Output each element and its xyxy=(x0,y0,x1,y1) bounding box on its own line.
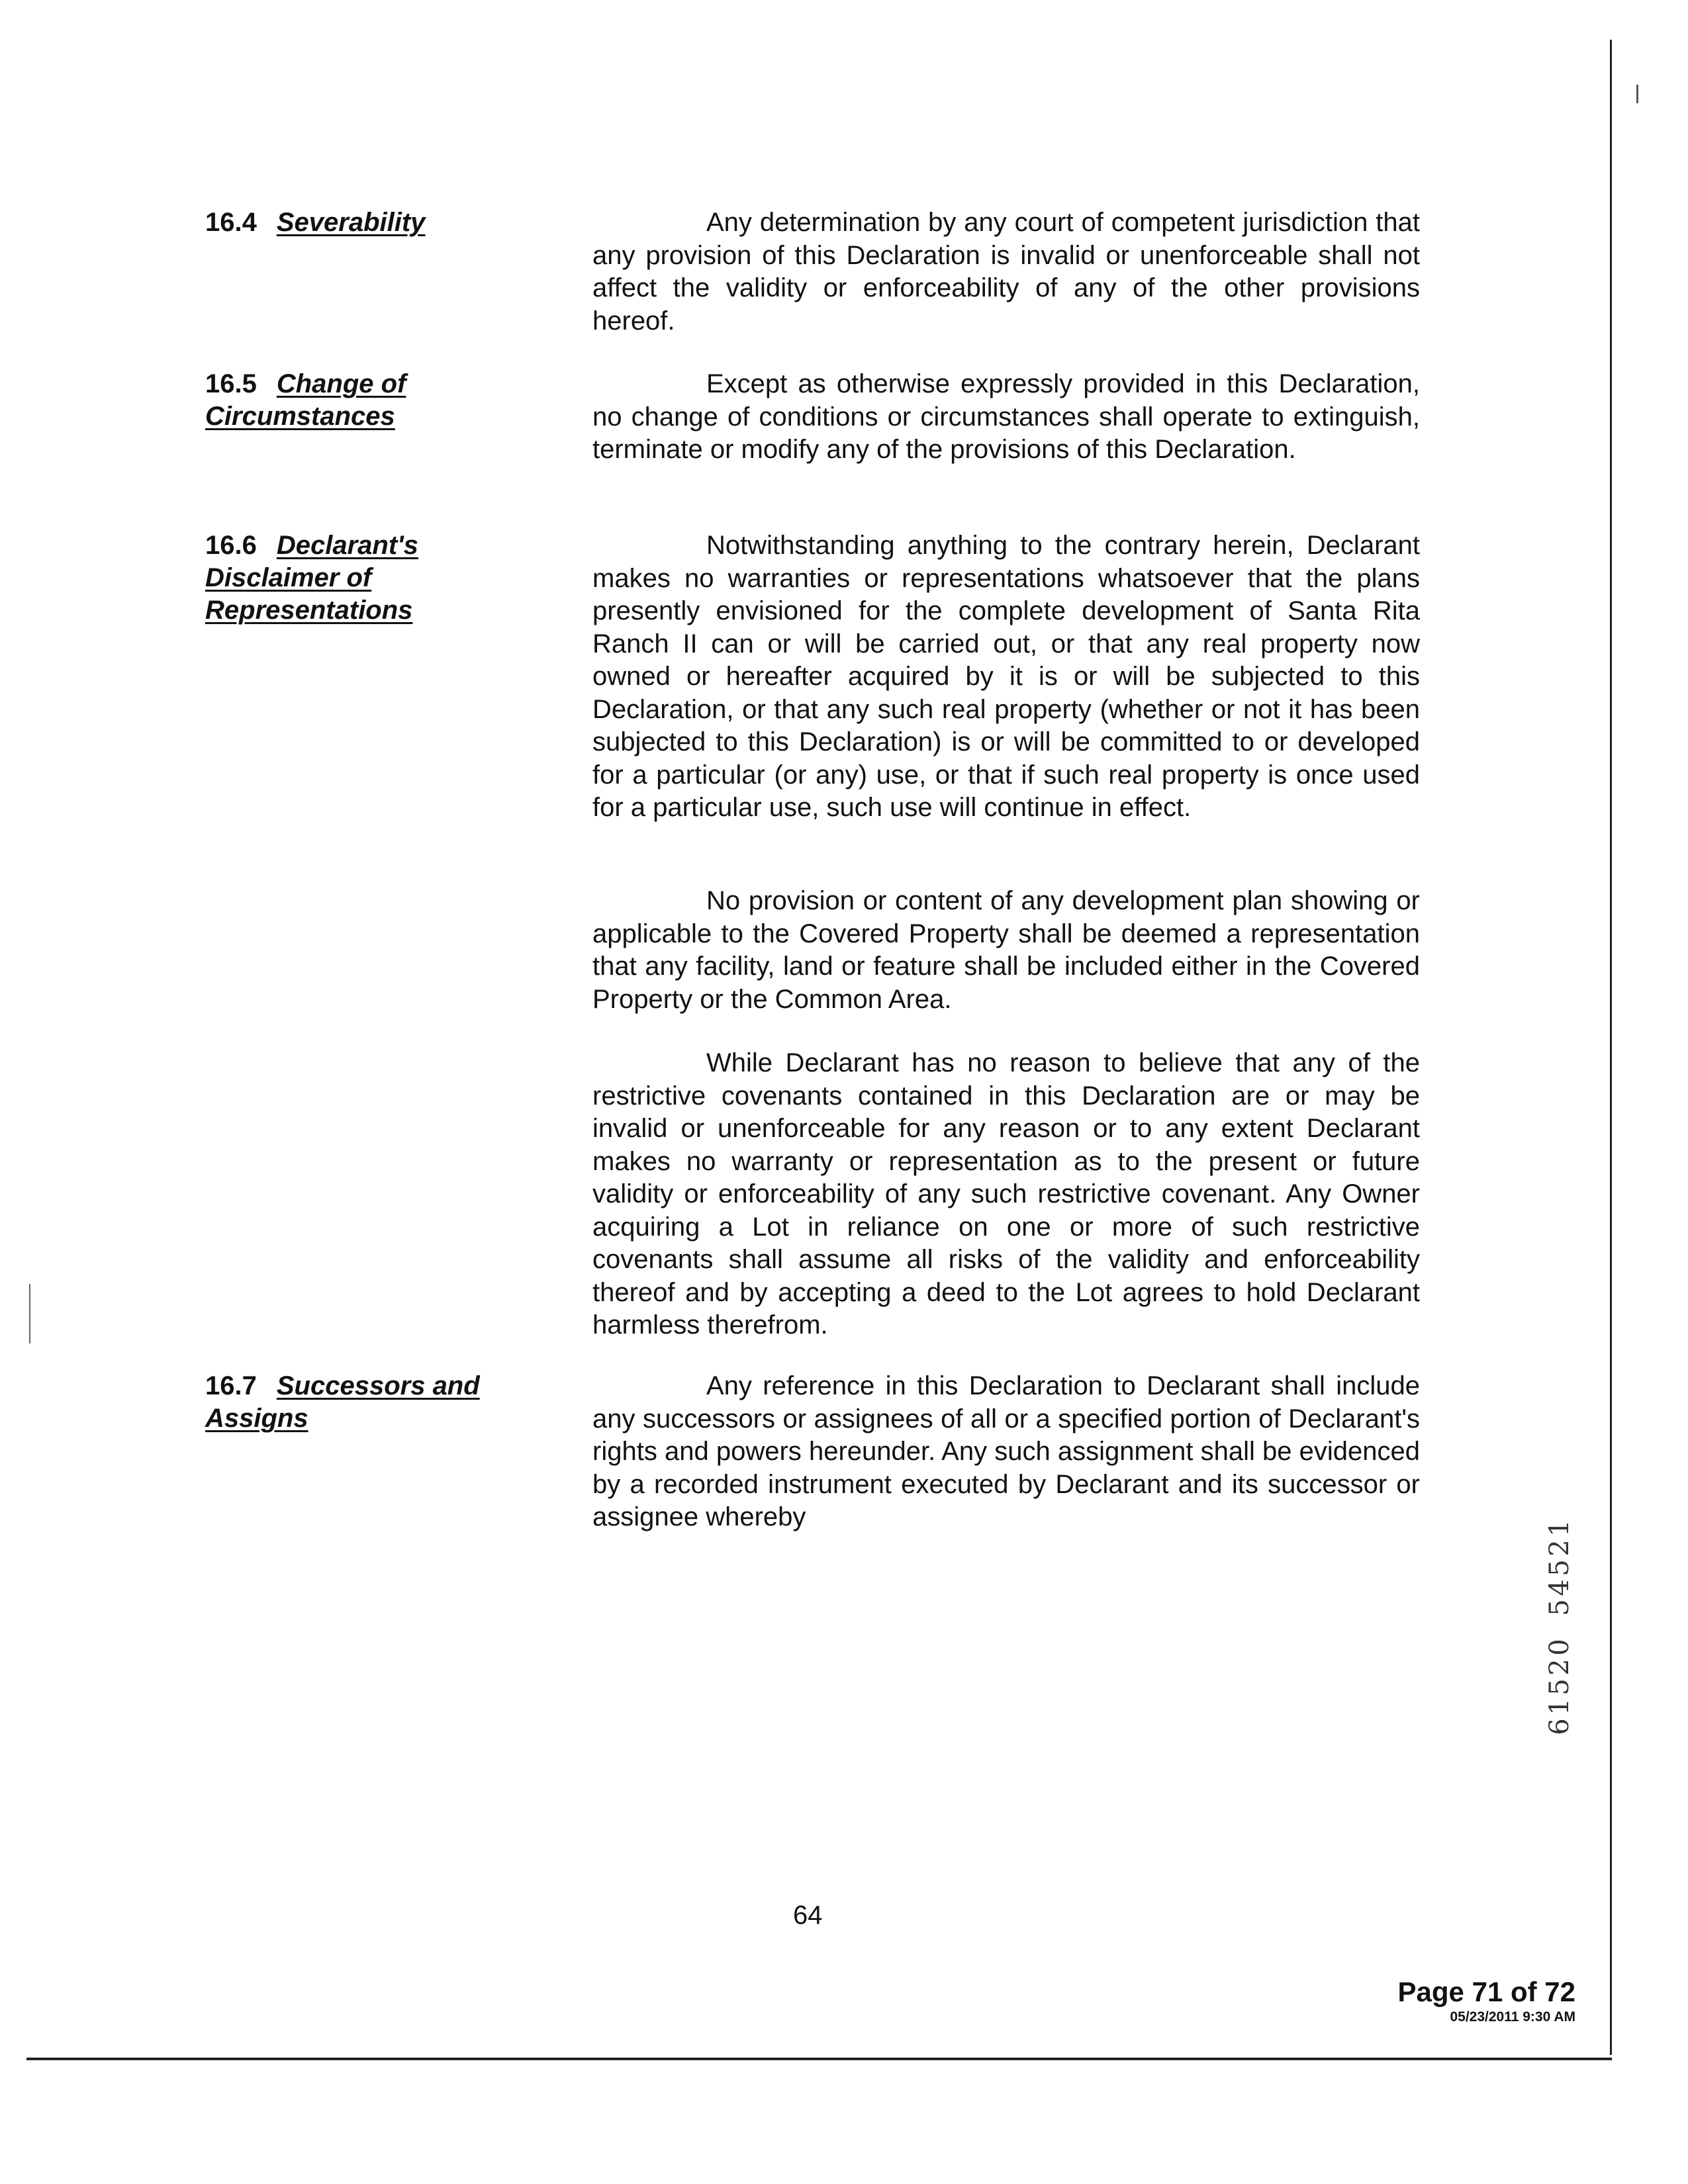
recording-number-glyph: 4 xyxy=(1544,1579,1575,1596)
recording-document-number xyxy=(1537,1518,1577,1737)
section-heading xyxy=(205,206,549,239)
recording-number-glyph: 5 xyxy=(1544,1678,1575,1696)
section-title: Change of Circumstances xyxy=(205,369,406,431)
section-title: Severability xyxy=(276,208,426,237)
recording-number-glyph: 0 xyxy=(1544,1639,1575,1656)
section-heading xyxy=(205,1370,549,1435)
page-number: 64 xyxy=(793,1901,823,1930)
section-paragraph: Any determination by any court of competent jurisdiction that any provision of this Declaration is invalid or unenforceable shall not affect the validity or enforceability of any of the other provisions hereof. xyxy=(592,208,1420,336)
section-title: Successors and Assigns xyxy=(205,1371,480,1433)
recording-number-glyph: 1 xyxy=(1544,1698,1575,1715)
recording-number-glyph: 2 xyxy=(1544,1659,1575,1676)
section-paragraph: Except as otherwise expressly provided in this Declaration, no change of conditions or circumstances shall operate to extinguish, terminate or modify any of the provisions of this Declaration. xyxy=(592,369,1420,464)
section-number: 16.5 xyxy=(205,369,257,398)
bottom-margin-rule xyxy=(26,2058,1612,2060)
section-paragraph: Any reference in this Declaration to Declarant shall include any successors or assignees of all or a specified portion of Declarant's rights and powers hereunder. Any such assignment shall be evidenced by a recorded instrument executed by Declarant and its successor or assignee whereby xyxy=(592,1371,1420,1531)
section-paragraph: While Declarant has no reason to believe that any of the restrictive covenants contained in this Declaration are or may be invalid or unenforceable for any reason or to any extent Declarant makes no warranty or representation as to the present or future validity or enforceability of any such restrictive covenant. Any Owner acquiring a Lot in reliance on one or more of such restrictive covenants shall assume all risks of the validity and enforceability thereof and by accepting a deed to the Lot agrees to hold Declarant harmless therefrom. xyxy=(592,1048,1420,1340)
recording-number-glyph: 5 xyxy=(1544,1599,1575,1616)
section-paragraph: No provision or content of any development plan showing or applicable to the Covered Property shall be deemed a representation that any facility, land or feature shall be included either in the Covered Property or the Common Area. xyxy=(592,886,1420,1014)
section-number: 16.7 xyxy=(205,1371,257,1400)
recording-number-glyph: 6 xyxy=(1544,1718,1575,1735)
corner-scan-mark xyxy=(1636,85,1638,103)
section-paragraph: Notwithstanding anything to the contrary herein, Declarant makes no warranties or representations whatsoever that the plans presently envisioned for the complete development of Santa Rita Ranch II can or will be carried out, or that any real property now owned or hereafter acquired by it is or will be subjected to this Declaration, or that any such real property (whether or not it has been subjected to this Declaration) is or will be committed to or developed for a particular (or any) use, or that if such real property is once used for a particular use, such use will continue in effect. xyxy=(592,531,1420,822)
recording-number-glyph: 2 xyxy=(1544,1539,1575,1557)
section-heading xyxy=(205,368,549,433)
recording-number-glyph: 1 xyxy=(1544,1520,1575,1537)
print-timestamp: 05/23/2011 9:30 AM xyxy=(1450,2009,1575,2025)
section-title: Declarant's Disclaimer of Representations xyxy=(205,531,418,625)
right-margin-rule xyxy=(1610,40,1612,2055)
section-number: 16.4 xyxy=(205,208,257,237)
recording-number-glyph: 5 xyxy=(1544,1559,1575,1576)
left-edge-mark xyxy=(29,1284,30,1343)
section-number: 16.6 xyxy=(205,531,257,560)
section-heading xyxy=(205,529,549,627)
page-count: Page 71 of 72 xyxy=(1397,1976,1575,2007)
